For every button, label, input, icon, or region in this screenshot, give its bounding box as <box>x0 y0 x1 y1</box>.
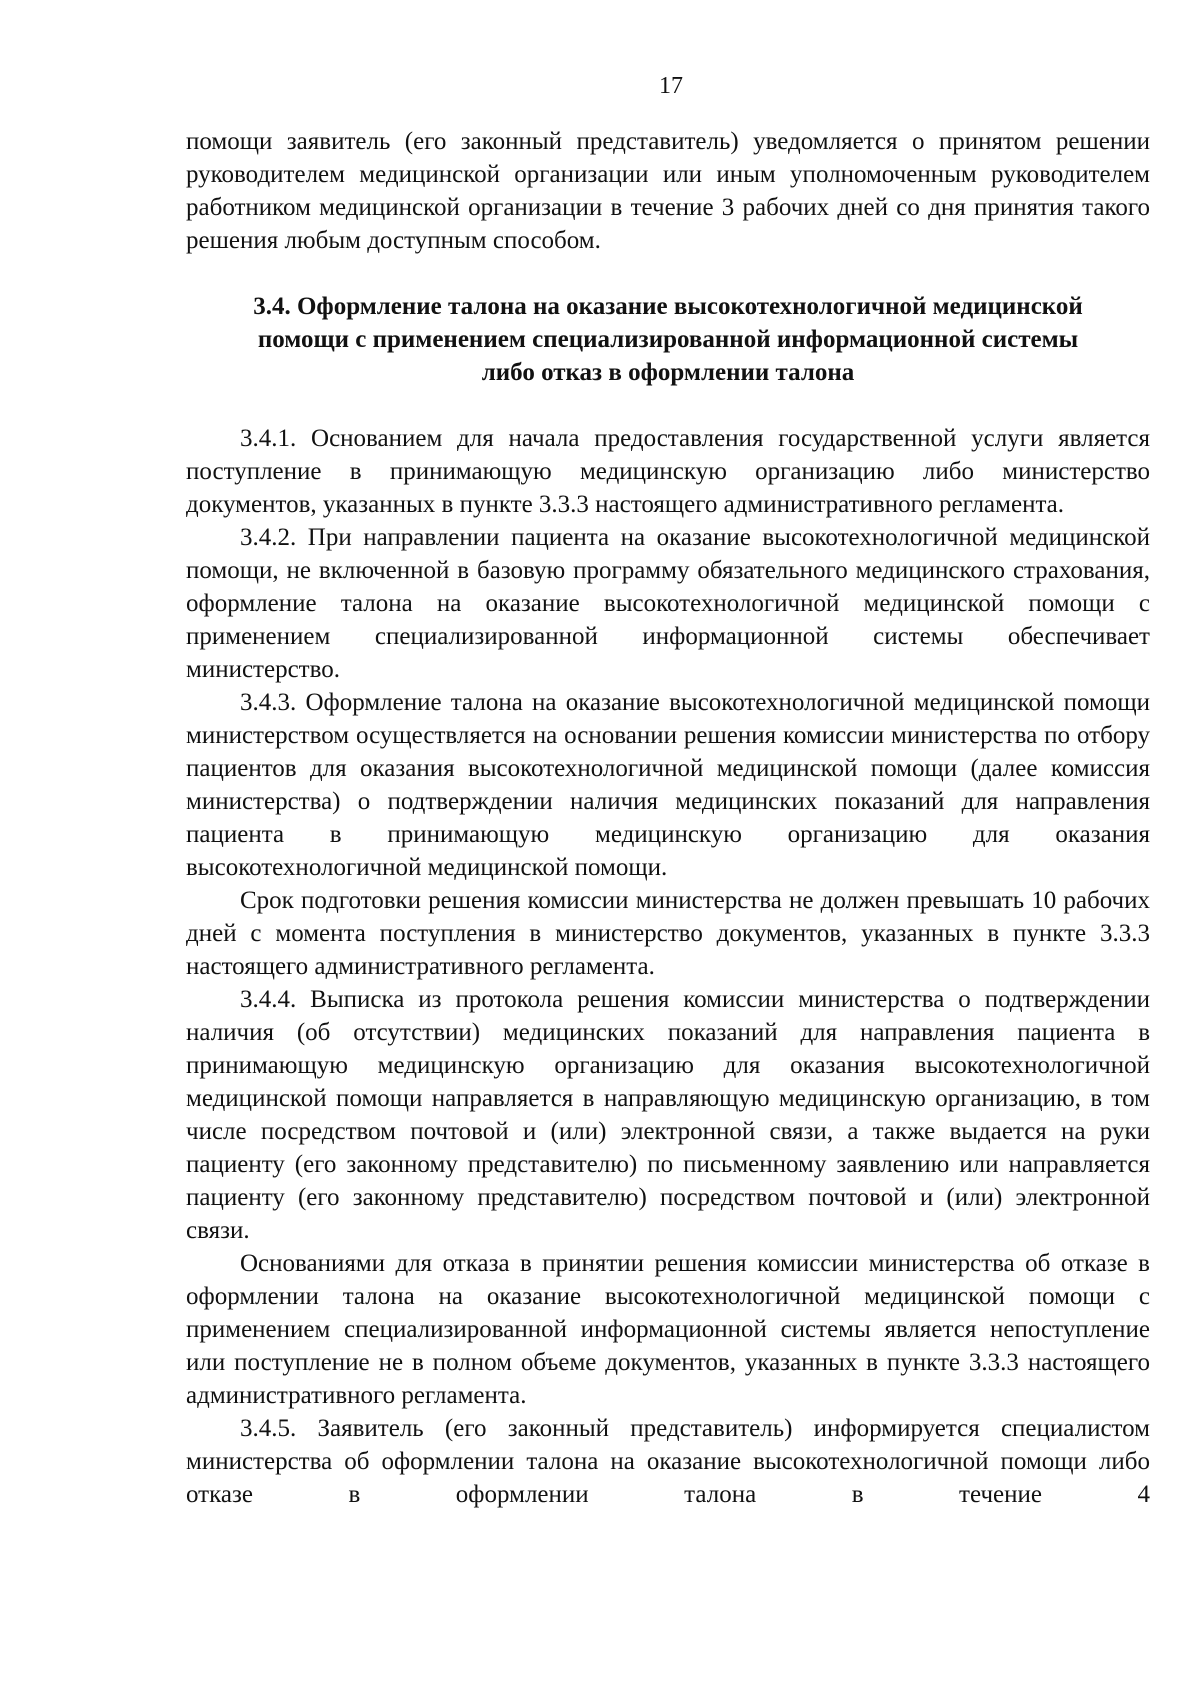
paragraph-decision-deadline: Срок подготовки решения комиссии министерства не должен превышать 10 рабочих дней с момента поступления в министерство документов, указанных в пункте 3.3.3 настоящего административного регламента. <box>186 887 1150 980</box>
paragraph-3-4-2: 3.4.2. При направлении пациента на оказание высокотехнологичной медицинской помощи, не включенной в базовую программу обязательного медицинского страхования, оформление талона на оказание высокотехнологичной медицинской помощи с применением специализированной информационной системы обеспечивает министерство. <box>186 524 1150 683</box>
section-heading-line-1: 3.4. Оформление талона на оказание высокотехнологичной медицинской <box>253 293 1083 320</box>
paragraph-refusal-grounds: Основаниями для отказа в принятии решения комиссии министерства об отказе в оформлении талона на оказание высокотехнологичной медицинской помощи с применением специализированной информационной системы является непоступление или поступление не в полном объеме документов, указанных в пункте 3.3.3 настоящего административного регламента. <box>186 1250 1150 1409</box>
paragraph-3-4-3: 3.4.3. Оформление талона на оказание высокотехнологичной медицинской помощи министерством осуществляется на основании решения комиссии министерства по отбору пациентов для оказания высокотехнологичной медицинской помощи (далее комиссия министерства) о подтверждении наличия медицинских показаний для направления пациента в принимающую медицинскую организацию для оказания высокотехнологичной медицинской помощи. <box>186 689 1150 881</box>
section-heading <box>186 290 1150 389</box>
section-heading-line-2: помощи с применением специализированной информационной системы <box>257 326 1079 353</box>
page-number: 17 <box>659 73 683 99</box>
intro-paragraph: помощи заявитель (его законный представитель) уведомляется о принятом решении руководителем медицинской организации или иным уполномоченным руководителем работником медицинской организации в течение 3 рабочих дней со дня принятия такого решения любым доступным способом. <box>186 128 1150 254</box>
paragraph-3-4-5: 3.4.5. Заявитель (его законный представитель) информируется специалистом министерства об оформлении талона на оказание высокотехнологичной помощи либо отказе в оформлении талона в течение 4 <box>186 1415 1150 1508</box>
document-body <box>186 125 1150 1511</box>
section-heading-line-3: либо отказ в оформлении талона <box>481 359 855 386</box>
paragraph-3-4-1: 3.4.1. Основанием для начала предоставления государственной услуги является поступление в принимающую медицинскую организацию либо министерство документов, указанных в пункте 3.3.3 настоящего административного регламента. <box>186 425 1150 518</box>
paragraph-3-4-4: 3.4.4. Выписка из протокола решения комиссии министерства о подтверждении наличия (об отсутствии) медицинских показаний для направления пациента в принимающую медицинскую организацию для оказания высокотехнологичной медицинской помощи направляется в направляющую медицинскую организацию, в том числе посредством почтовой и (или) электронной связи, а также выдается на руки пациенту (его законному представителю) по письменному заявлению или направляется пациенту (его законному представителю) посредством почтовой и (или) электронной связи. <box>186 986 1150 1244</box>
